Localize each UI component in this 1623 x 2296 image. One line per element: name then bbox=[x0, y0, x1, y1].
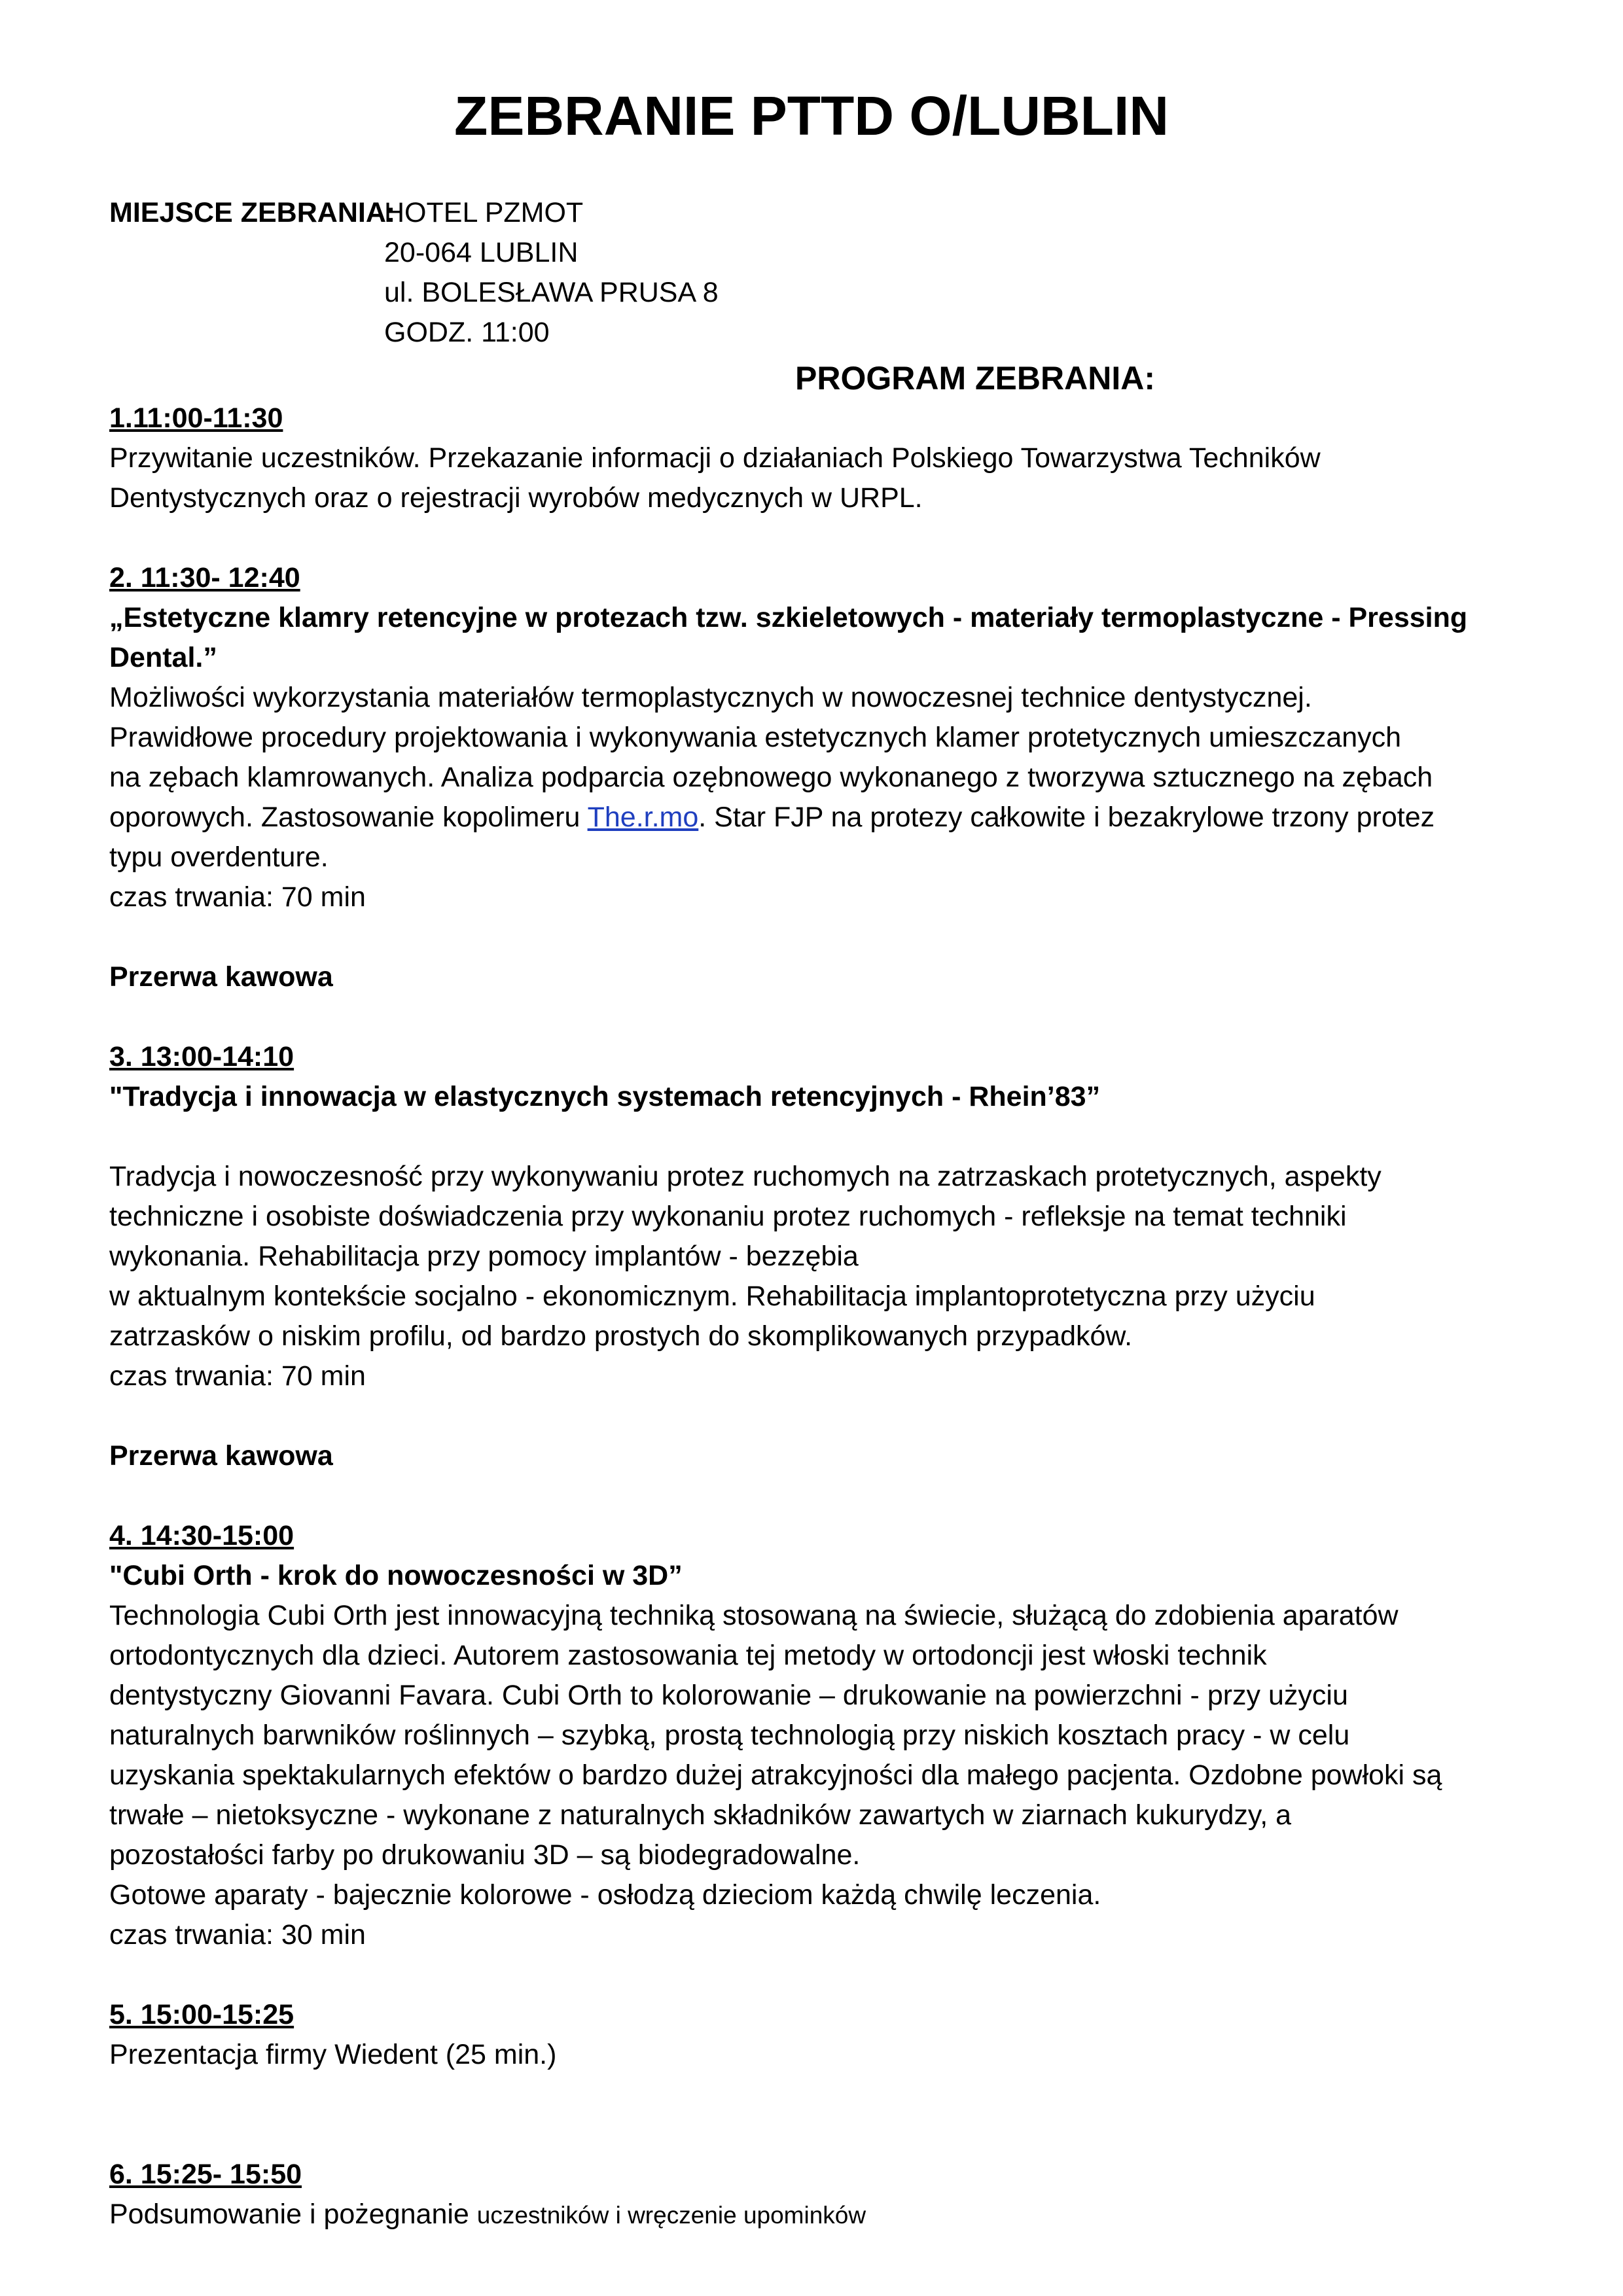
item-time: 5. 15:00-15:25 bbox=[109, 1999, 294, 2030]
item-text-line: zatrzasków o niskim profilu, od bardzo prostych do skomplikowanych przypadków. bbox=[109, 1320, 1133, 1352]
item-text-line: Dentystycznych oraz o rejestracji wyrobów medycznych w URPL. bbox=[109, 482, 923, 514]
item-text-line: Prezentacja firmy Wiedent (25 min.) bbox=[109, 2039, 557, 2070]
coffee-break-1: Przerwa kawowa bbox=[109, 961, 333, 993]
item-time: 2. 11:30- 12:40 bbox=[109, 562, 300, 593]
text-after-link: . Star FJP na protezy całkowite i bezakrylowe trzony protez bbox=[698, 802, 1435, 833]
address-line-hotel: HOTEL PZMOT bbox=[384, 197, 584, 228]
item-text-line: Przywitanie uczestników. Przekazanie informacji o działaniach Polskiego Towarzystwa Techników bbox=[109, 442, 1321, 474]
item-text-line: trwałe – nietoksyczne - wykonane z naturalnych składników zawartych w ziarnach kukurydzy, a bbox=[109, 1799, 1291, 1831]
item-text-line: Możliwości wykorzystania materiałów termoplastycznych w nowoczesnej technice dentystycznej. bbox=[109, 682, 1312, 713]
item-title-line: „Estetyczne klamry retencyjne w protezach tzw. szkieletowych - materiały termoplastyczne - Pressing bbox=[109, 602, 1468, 633]
coffee-break-2: Przerwa kawowa bbox=[109, 1440, 333, 1472]
item-time: 1.11:00-11:30 bbox=[109, 402, 283, 434]
item-title-line: "Tradycja i innowacja w elastycznych systemach retencyjnych - Rhein’83” bbox=[109, 1081, 1101, 1112]
program-item-1 bbox=[109, 398, 1536, 518]
item-time: 6. 15:25- 15:50 bbox=[109, 2159, 302, 2190]
thermo-link[interactable]: The.r.mo bbox=[587, 802, 699, 833]
program-item-4 bbox=[109, 1516, 1536, 1955]
item-text-line: Prawidłowe procedury projektowania i wykonywania estetycznych klamer protetycznych umieszczanych bbox=[109, 722, 1402, 753]
text-small: uczestników i wręczenie upominków bbox=[476, 2202, 866, 2229]
item-duration: czas trwania: 30 min bbox=[109, 1919, 366, 1951]
item-text-line: Tradycja i nowoczesność przy wykonywaniu protez ruchomych na zatrzaskach protetycznych, aspekty bbox=[109, 1161, 1382, 1192]
item-title-line: Dental.” bbox=[109, 642, 217, 673]
item-text-line: wykonania. Rehabilitacja przy pomocy implantów - bezzębia bbox=[109, 1241, 859, 1272]
item-text-line bbox=[109, 2195, 1536, 2235]
item-text-line: Technologia Cubi Orth jest innowacyjną techniką stosowaną na świecie, służącą do zdobienia aparatów bbox=[109, 1600, 1399, 1631]
program-item-3-description bbox=[109, 1157, 1536, 1396]
item-text-line: techniczne i osobiste doświadczenia przy wykonaniu protez ruchomych - refleksje na temat techniki bbox=[109, 1201, 1347, 1232]
text-main: Podsumowanie i pożegnanie bbox=[109, 2199, 477, 2230]
item-text-line-with-link bbox=[109, 798, 1536, 838]
text-before-link: oporowych. Zastosowanie kopolimeru bbox=[109, 802, 588, 833]
meeting-location-label: MIEJSCE ZEBRANIA: bbox=[109, 197, 396, 228]
program-item-6 bbox=[109, 2155, 1536, 2235]
item-duration: czas trwania: 70 min bbox=[109, 1360, 366, 1392]
program-item-2 bbox=[109, 558, 1536, 917]
address-line-postal: 20-064 LUBLIN bbox=[384, 237, 579, 268]
item-text-line: pozostałości farby po drukowaniu 3D – są biodegradowalne. bbox=[109, 1839, 861, 1871]
item-text-line: na zębach klamrowanych. Analiza podparcia ozębnowego wykonanego z tworzywa sztucznego na zębach bbox=[109, 762, 1433, 793]
item-text-line: ortodontycznych dla dzieci. Autorem zastosowania tej metody w ortodoncji jest włoski technik bbox=[109, 1640, 1267, 1671]
item-text-line: typu overdenture. bbox=[109, 841, 329, 873]
program-item-5 bbox=[109, 1995, 1536, 2075]
item-text-line: Gotowe aparaty - bajecznie kolorowe - osłodzą dzieciom każdą chwilę leczenia. bbox=[109, 1879, 1101, 1911]
item-duration: czas trwania: 70 min bbox=[109, 881, 366, 913]
item-text-line: dentystyczny Giovanni Favara. Cubi Orth to kolorowanie – drukowanie na powierzchni - przy użyciu bbox=[109, 1680, 1348, 1711]
item-time: 4. 14:30-15:00 bbox=[109, 1520, 294, 1551]
item-text-line: uzyskania spektakularnych efektów o bardzo dużej atrakcyjności dla małego pacjenta. Ozdobne powłoki są bbox=[109, 1759, 1442, 1791]
document-title: ZEBRANIE PTTD O/LUBLIN bbox=[454, 85, 1169, 147]
item-text-line: naturalnych barwników roślinnych – szybką, prostą technologią przy niskich kosztach pracy - w celu bbox=[109, 1720, 1350, 1751]
program-item-3 bbox=[109, 1037, 1536, 1117]
address-line-street: ul. BOLESŁAWA PRUSA 8 bbox=[384, 277, 719, 308]
address-line-time: GODZ. 11:00 bbox=[384, 317, 550, 348]
item-title-line: "Cubi Orth - krok do nowoczesności w 3D” bbox=[109, 1560, 683, 1591]
item-text-line: w aktualnym kontekście socjalno - ekonomicznym. Rehabilitacja implantoprotetyczna przy użyciu bbox=[109, 1280, 1315, 1312]
item-time: 3. 13:00-14:10 bbox=[109, 1041, 294, 1072]
program-title: PROGRAM ZEBRANIA: bbox=[795, 360, 1155, 397]
